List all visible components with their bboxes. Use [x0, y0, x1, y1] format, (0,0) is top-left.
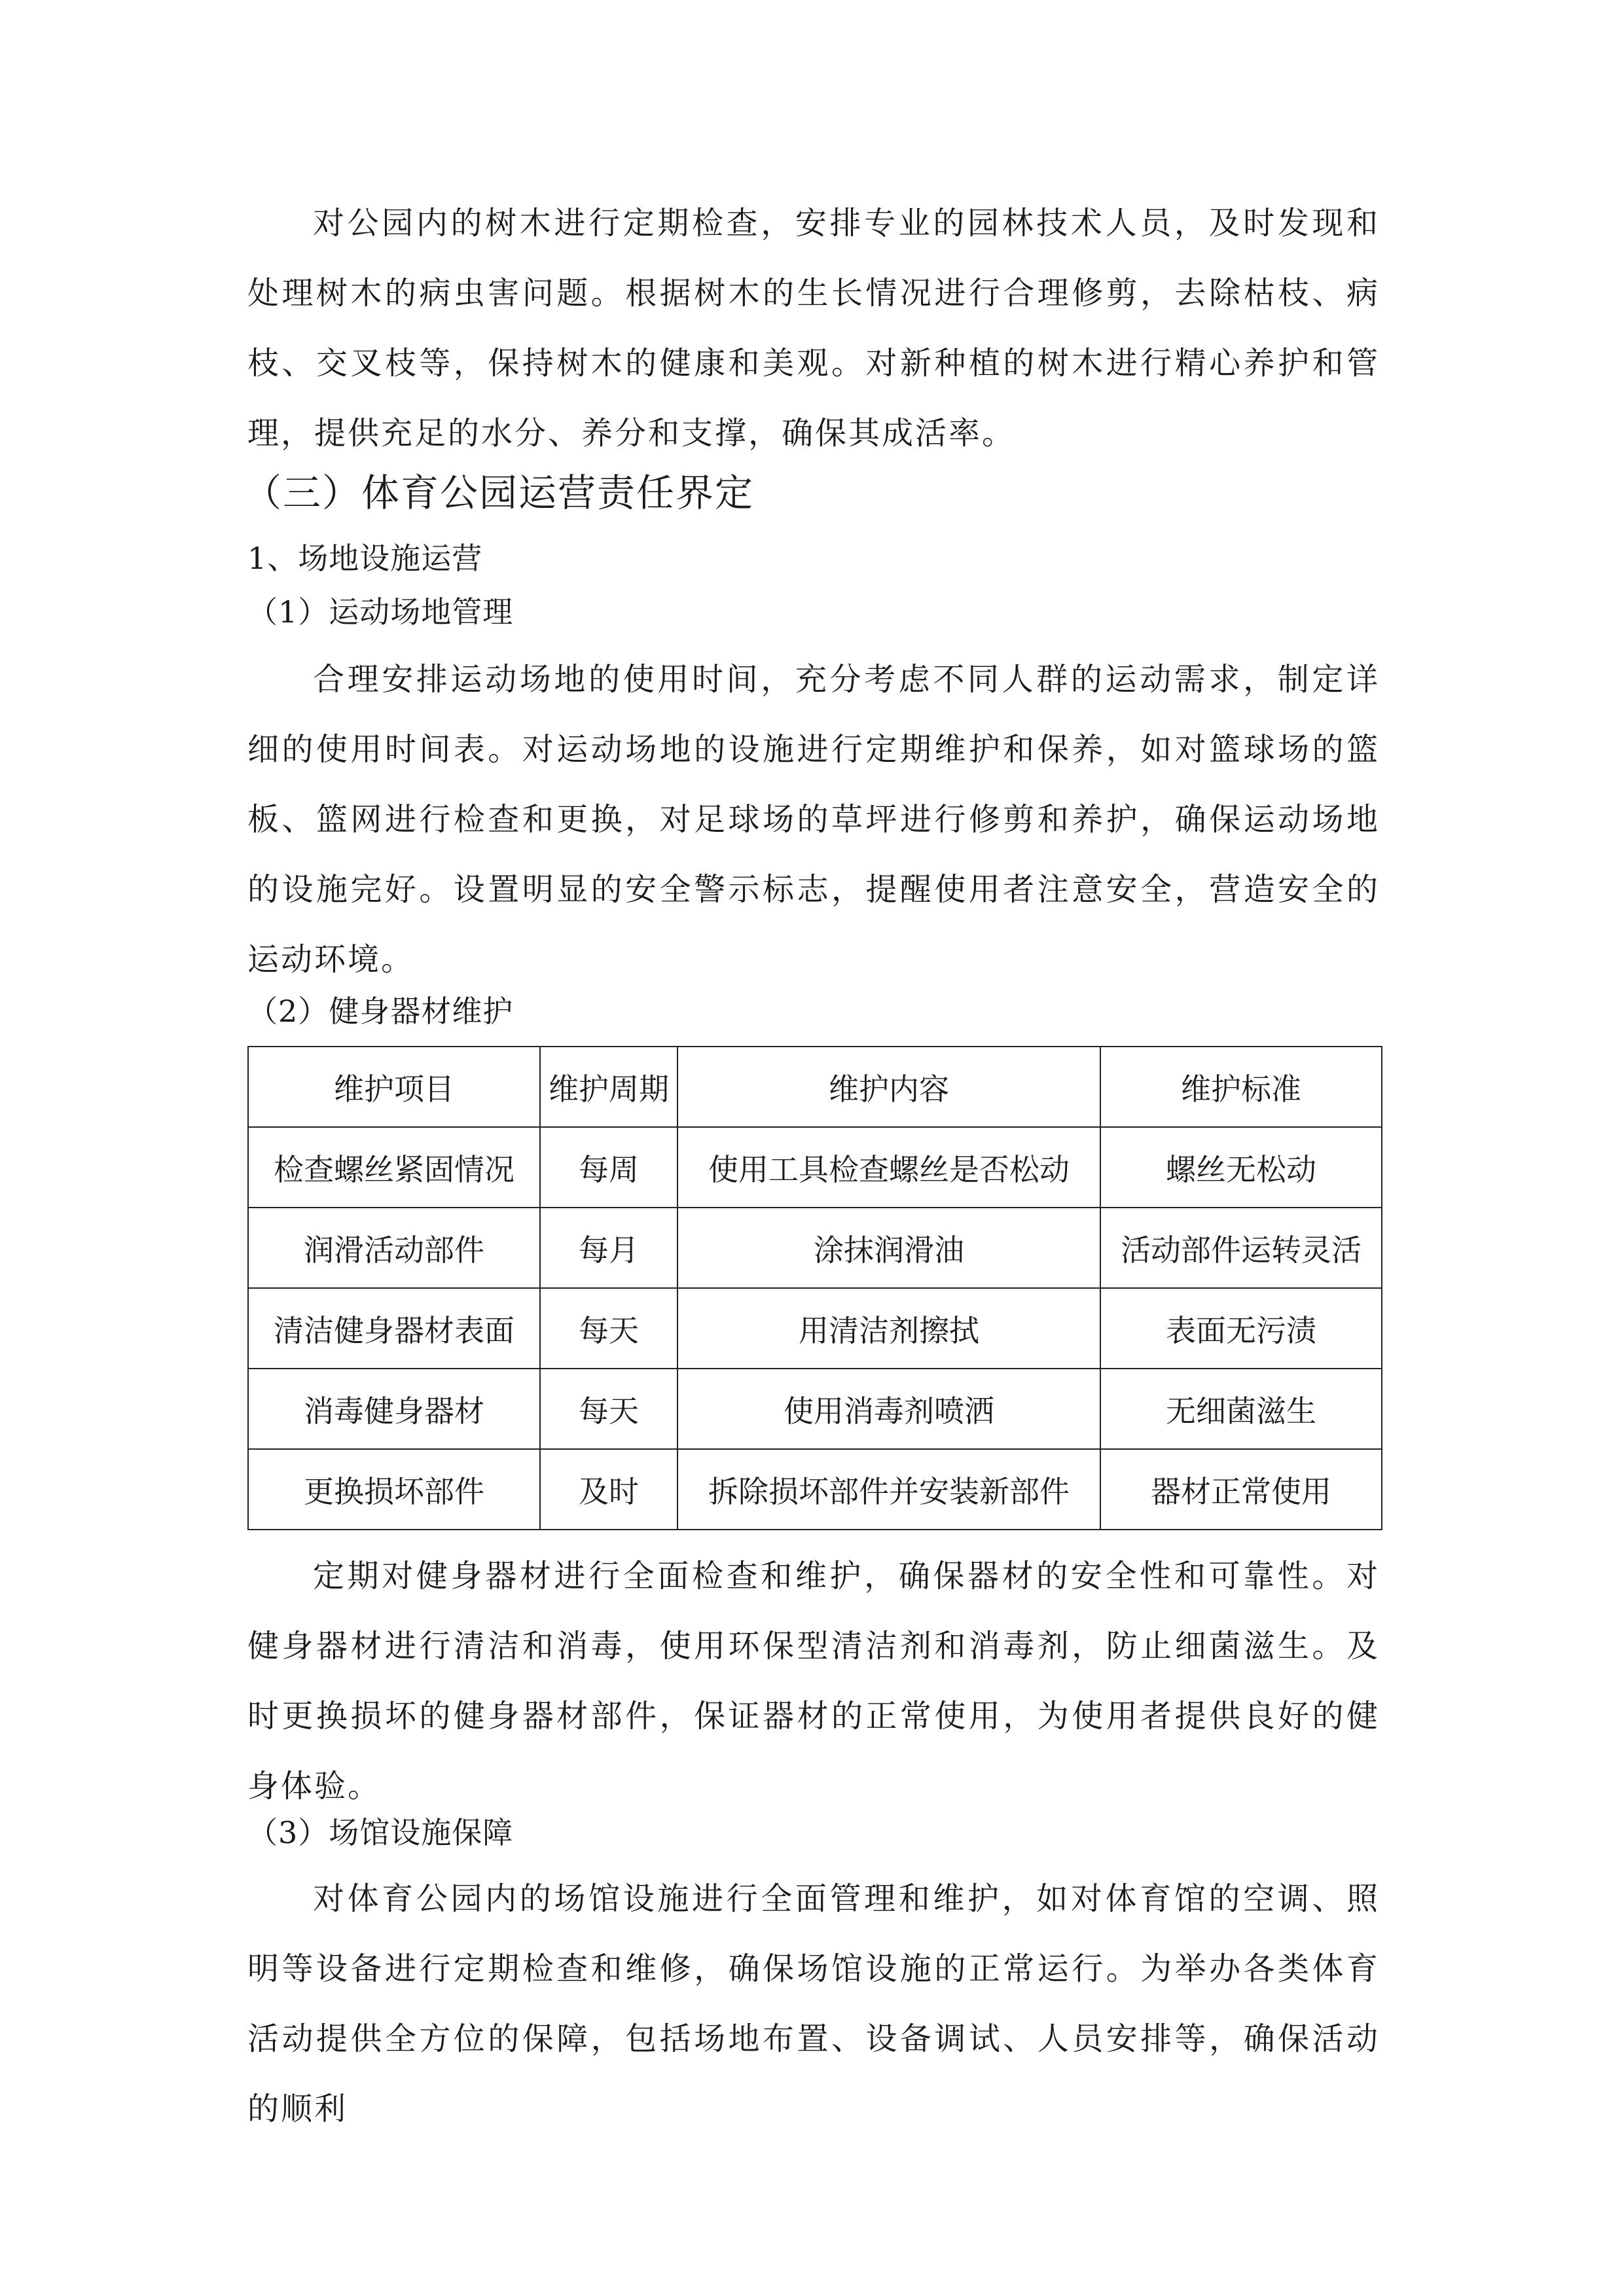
table-cell: 使用工具检查螺丝是否松动	[677, 1127, 1100, 1208]
table-cell: 活动部件运转灵活	[1100, 1208, 1382, 1288]
item-heading-sports-field: （1）运动场地管理	[247, 594, 514, 630]
table-header-cell: 维护周期	[540, 1047, 677, 1127]
table-cell: 清洁健身器材表面	[248, 1288, 540, 1369]
table-cell: 每周	[540, 1127, 677, 1208]
paragraph-sports-field: 合理安排运动场地的使用时间，充分考虑不同人群的运动需求，制定详细的使用时间表。对运动场地的设施进行定期维护和保养，如对篮球场的篮板、篮网进行检查和更换，对足球场的草坪进行修剪和养护，确保运动场地的设施完好。设置明显的安全警示标志，提醒使用者注意安全，营造安全的运动环境。	[247, 661, 1380, 978]
paragraph-fitness-equipment: 定期对健身器材进行全面检查和维护，确保器材的安全性和可靠性。对健身器材进行清洁和消毒，使用环保型清洁剂和消毒剂，防止细菌滋生。及时更换损坏的健身器材部件，保证器材的正常使用，为使用者提供良好的健身体验。	[247, 1558, 1380, 1804]
table-cell: 更换损坏部件	[248, 1449, 540, 1530]
table-cell: 拆除损坏部件并安装新部件	[677, 1449, 1100, 1530]
table-cell: 涂抹润滑油	[677, 1208, 1100, 1288]
table-cell: 消毒健身器材	[248, 1369, 540, 1449]
paragraph-venue: 对体育公园内的场馆设施进行全面管理和维护，如对体育馆的空调、照明等设备进行定期检查和维修，确保场馆设施的正常运行。为举办各类体育活动提供全方位的保障，包括场地布置、设备调试、人员安排等，确保活动的顺利	[247, 1880, 1380, 2127]
table-cell: 器材正常使用	[1100, 1449, 1382, 1530]
table-cell: 无细菌滋生	[1100, 1369, 1382, 1449]
paragraph-trees: 对公园内的树木进行定期检查，安排专业的园林技术人员，及时发现和处理树木的病虫害问题。根据树木的生长情况进行合理修剪，去除枯枝、病枝、交叉枝等，保持树木的健康和美观。对新种植的树木进行精心养护和管理，提供充足的水分、养分和支撑，确保其成活率。	[247, 205, 1380, 452]
item-heading-venue: （3）场馆设施保障	[247, 1815, 514, 1850]
table-row	[248, 1288, 1382, 1369]
table-header-cell: 维护内容	[677, 1047, 1100, 1127]
table-cell: 螺丝无松动	[1100, 1127, 1382, 1208]
item-heading-fitness-equipment: （2）健身器材维护	[247, 994, 514, 1029]
table-cell: 润滑活动部件	[248, 1208, 540, 1288]
table-cell: 每月	[540, 1208, 677, 1288]
table-cell: 检查螺丝紧固情况	[248, 1127, 540, 1208]
table-cell: 及时	[540, 1449, 677, 1530]
subsection-heading: 1、场地设施运营	[247, 541, 483, 576]
table-cell: 用清洁剂擦拭	[677, 1288, 1100, 1369]
table-row	[248, 1127, 1382, 1208]
table-row	[248, 1369, 1382, 1449]
table-cell: 表面无污渍	[1100, 1288, 1382, 1369]
table-cell: 每天	[540, 1369, 677, 1449]
table-row	[248, 1208, 1382, 1288]
table-cell: 使用消毒剂喷洒	[677, 1369, 1100, 1449]
table-row	[248, 1449, 1382, 1530]
maintenance-table	[247, 1046, 1382, 1530]
table-header-cell: 维护标准	[1100, 1047, 1382, 1127]
section-heading: （三）体育公园运营责任界定	[244, 471, 755, 515]
table-header-row	[248, 1047, 1382, 1127]
table-header-cell: 维护项目	[248, 1047, 540, 1127]
table-cell: 每天	[540, 1288, 677, 1369]
